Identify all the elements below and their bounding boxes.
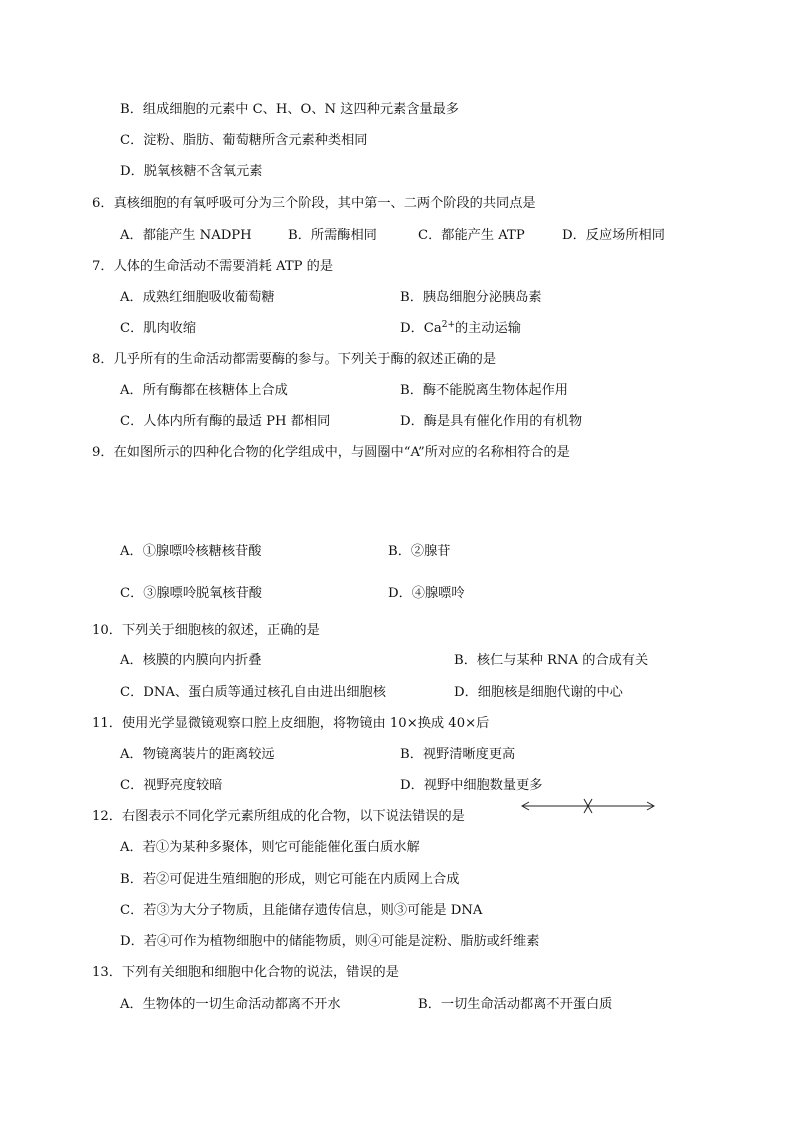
q13-option-b: B．一切生命活动都离不开蛋白质 bbox=[418, 997, 613, 1012]
q10-option-c: C．DNA、蛋白质等通过核孔自由进出细胞核 bbox=[120, 685, 386, 700]
q7-option-d bbox=[400, 320, 521, 338]
q9-option-b: B．②腺苷 bbox=[388, 544, 451, 559]
q12-option-c: C．若③为大分子物质，且能储存遗传信息，则③可能是 DNA bbox=[120, 903, 483, 918]
q8-option-b: B．酶不能脱离生物体起作用 bbox=[400, 383, 568, 398]
q10-option-d: D．细胞核是细胞代谢的中心 bbox=[454, 685, 623, 700]
q13-option-a: A．生物体的一切生命活动都离不开水 bbox=[120, 997, 341, 1012]
q12-stem: 12．右图表示不同化学元素所组成的化合物，以下说法错误的是 bbox=[92, 809, 465, 824]
q11-option-a: A．物镜离装片的距离较远 bbox=[120, 747, 275, 762]
q11-option-c: C．视野亮度较暗 bbox=[120, 778, 223, 793]
q6-stem: 6．真核细胞的有氧呼吸可分为三个阶段，其中第一、二两个阶段的共同点是 bbox=[92, 196, 536, 211]
q8-stem: 8．几乎所有的生命活动都需要酶的参与。下列关于酶的叙述正确的是 bbox=[92, 352, 497, 367]
q7-option-d-suffix: 的主动运输 bbox=[455, 321, 521, 336]
q6-option-a: A．都能产生 NADPH bbox=[120, 228, 252, 243]
q6-option-b: B．所需酶相同 bbox=[288, 228, 377, 243]
q8-option-a: A．所有酶都在核糖体上合成 bbox=[120, 383, 288, 398]
q7-option-d-prefix: D．Ca bbox=[400, 321, 442, 336]
q7-option-c: C．肌肉收缩 bbox=[120, 321, 197, 336]
q7-option-d-superscript: 2+ bbox=[441, 320, 455, 330]
q6-option-c: C．都能产生 ATP bbox=[418, 228, 525, 243]
q12-option-b: B．若②可促进生殖细胞的形成，则它可能在内质网上合成 bbox=[120, 872, 460, 887]
q8-option-d: D．酶是具有催化作用的有机物 bbox=[400, 414, 583, 429]
q10-option-a: A．核膜的内膜向内折叠 bbox=[120, 653, 262, 668]
q5-option-d: D．脱氧核糖不含氧元素 bbox=[120, 164, 263, 179]
q8-option-c: C．人体内所有酶的最适 PH 都相同 bbox=[120, 414, 331, 429]
q9-option-c: C．③腺嘌呤脱氧核苷酸 bbox=[120, 586, 262, 601]
q11-option-b: B．视野清晰度更高 bbox=[400, 747, 516, 762]
q10-stem: 10．下列关于细胞核的叙述，正确的是 bbox=[92, 623, 320, 638]
q9-option-a: A．①腺嘌呤核糖核苷酸 bbox=[120, 544, 262, 559]
q5-option-b: B．组成细胞的元素中 C、H、O、N 这四种元素含量最多 bbox=[120, 102, 459, 117]
q7-option-a: A．成熟红细胞吸收葡萄糖 bbox=[120, 290, 275, 305]
q7-stem: 7．人体的生命活动不需要消耗 ATP 的是 bbox=[92, 259, 334, 274]
q6-option-d: D．反应场所相同 bbox=[562, 228, 665, 243]
q9-stem: 9．在如图所示的四种化合物的化学组成中，与圆圈中“A”所对应的名称相符合的是 bbox=[92, 445, 570, 460]
q5-option-c: C．淀粉、脂肪、葡萄糖所含元素种类相同 bbox=[120, 133, 368, 148]
q11-stem: 11．使用光学显微镜观察口腔上皮细胞，将物镜由 10×换成 40×后 bbox=[92, 716, 490, 731]
q12-option-a: A．若①为某种多聚体，则它可能能催化蛋白质水解 bbox=[120, 840, 420, 855]
q10-option-b: B．核仁与某种 RNA 的合成有关 bbox=[454, 653, 649, 668]
q7-option-b: B．胰岛细胞分泌胰岛素 bbox=[400, 290, 542, 305]
q13-stem: 13．下列有关细胞和细胞中化合物的说法，错误的是 bbox=[92, 965, 399, 980]
q11-option-d: D．视野中细胞数量更多 bbox=[400, 778, 543, 793]
element-compound-diagram bbox=[520, 796, 656, 816]
q12-option-d: D．若④可作为植物细胞中的储能物质，则④可能是淀粉、脂肪或纤维素 bbox=[120, 934, 540, 949]
q9-option-d: D．④腺嘌呤 bbox=[388, 586, 465, 601]
